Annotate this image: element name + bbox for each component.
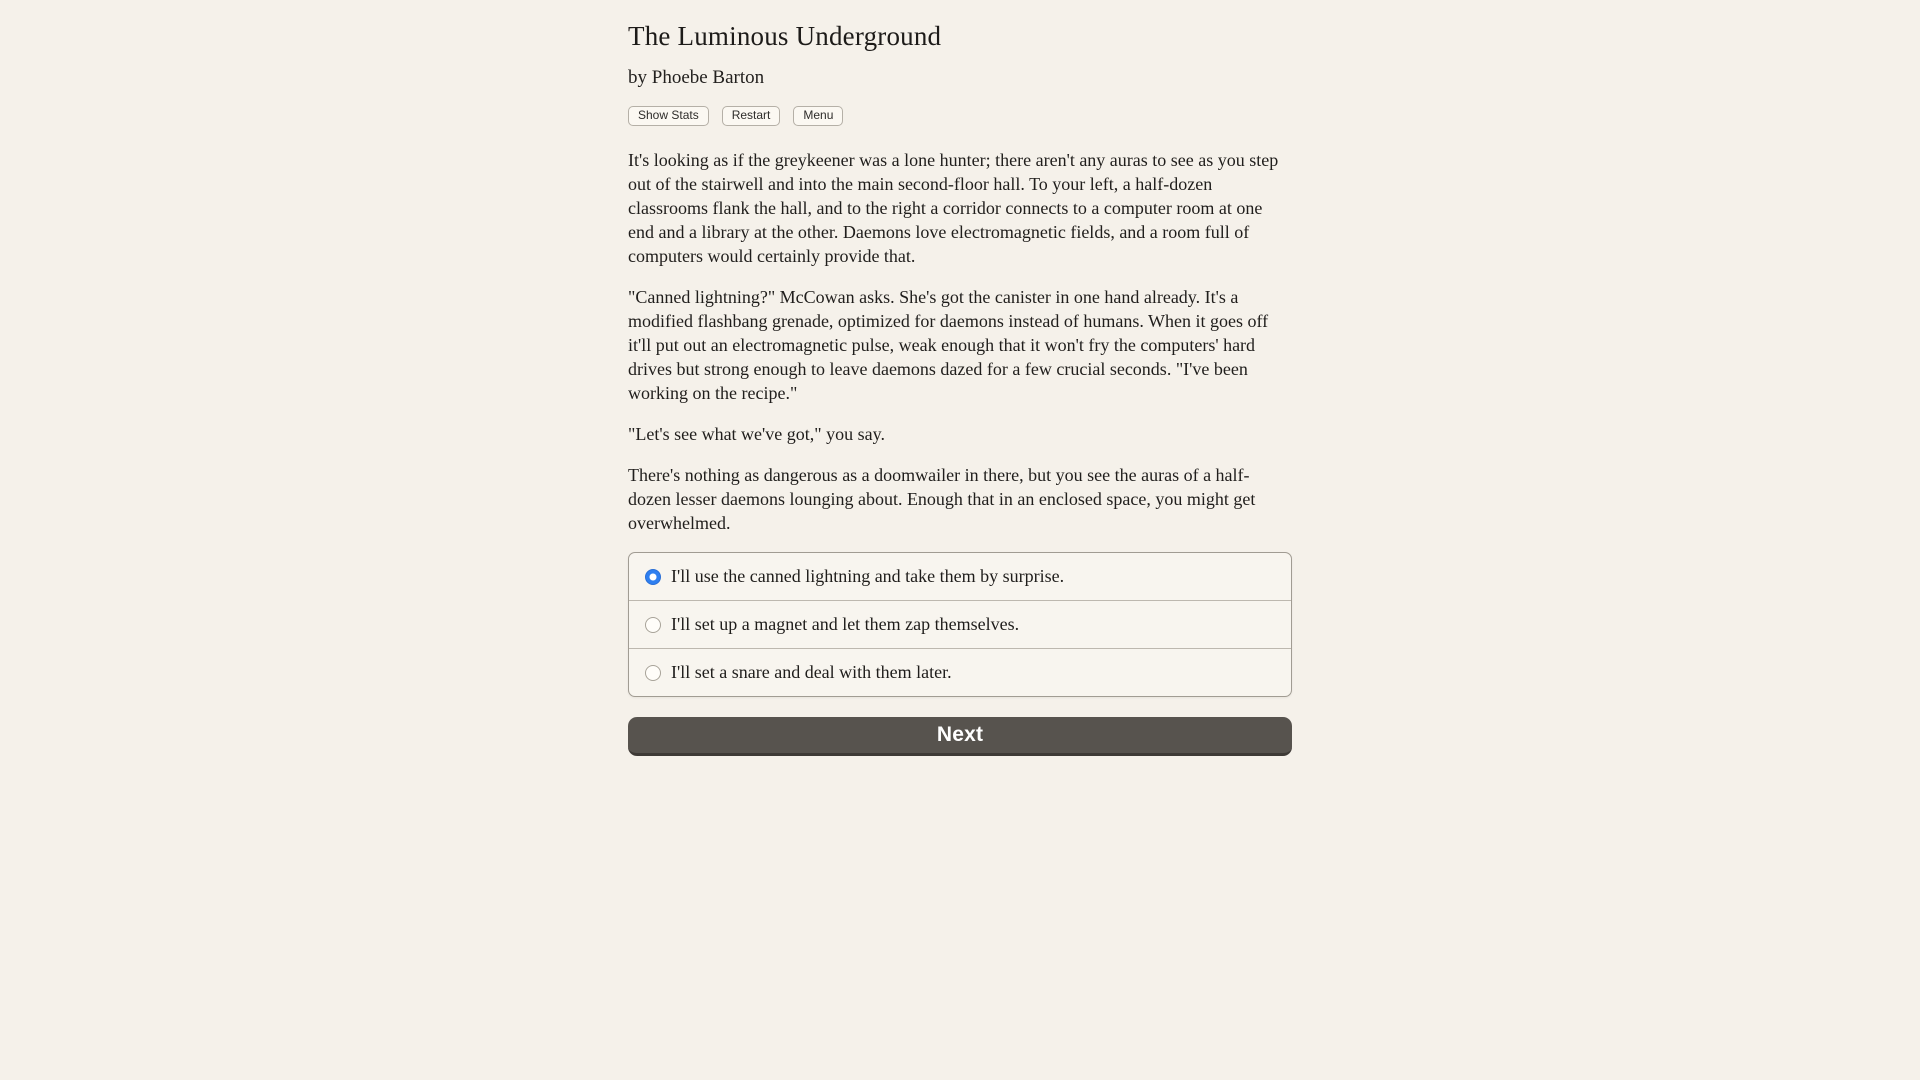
next-button[interactable]: Next bbox=[628, 717, 1292, 756]
page-title: The Luminous Underground bbox=[628, 21, 942, 51]
story-paragraph: "Let's see what we've got," you say. bbox=[628, 424, 885, 445]
story-content bbox=[628, 0, 1292, 756]
choice-option-label: I'll set up a magnet and let them zap themselves. bbox=[671, 614, 1020, 635]
choice-option-1[interactable] bbox=[629, 553, 1291, 600]
choice-option-3[interactable] bbox=[629, 648, 1291, 696]
choice-option-label: I'll use the canned lightning and take them by surprise. bbox=[671, 566, 1065, 587]
story-paragraph: "Canned lightning?" McCowan asks. She's got the canister in one hand already. It's a modified flashbang grenade, optimized for daemons instead of humans. When it goes off it'll put out an electromagnetic pulse, weak enough that it won't fry the computers' hard drives but strong enough to leave daemons dazed for a few crucial seconds. "I've been working on the recipe." bbox=[628, 287, 1269, 404]
story-paragraph: It's looking as if the greykeener was a lone hunter; there aren't any auras to see as you step out of the stairwell and into the main second-floor hall. To your left, a half-dozen classrooms flank the hall, and to the right a corridor connects to a computer room at one end and a library at the other. Daemons love electromagnetic fields, and a room full of computers would certainly provide that. bbox=[628, 150, 1279, 267]
choice-group bbox=[628, 552, 1292, 697]
show-stats-button[interactable]: Show Stats bbox=[628, 106, 709, 126]
radio-button-icon[interactable] bbox=[645, 569, 661, 585]
story-text bbox=[628, 148, 1292, 535]
author-byline: by Phoebe Barton bbox=[628, 67, 765, 88]
radio-button-icon[interactable] bbox=[645, 617, 661, 633]
menu-button[interactable]: Menu bbox=[793, 106, 843, 126]
radio-button-icon[interactable] bbox=[645, 665, 661, 681]
toolbar bbox=[628, 106, 1292, 126]
choice-option-2[interactable] bbox=[629, 600, 1291, 648]
restart-button[interactable]: Restart bbox=[722, 106, 781, 126]
story-paragraph: There's nothing as dangerous as a doomwailer in there, but you see the auras of a half-dozen lesser daemons lounging about. Enough that in an enclosed space, you might get overwhelmed. bbox=[628, 465, 1256, 534]
choice-option-label: I'll set a snare and deal with them later. bbox=[671, 662, 952, 683]
